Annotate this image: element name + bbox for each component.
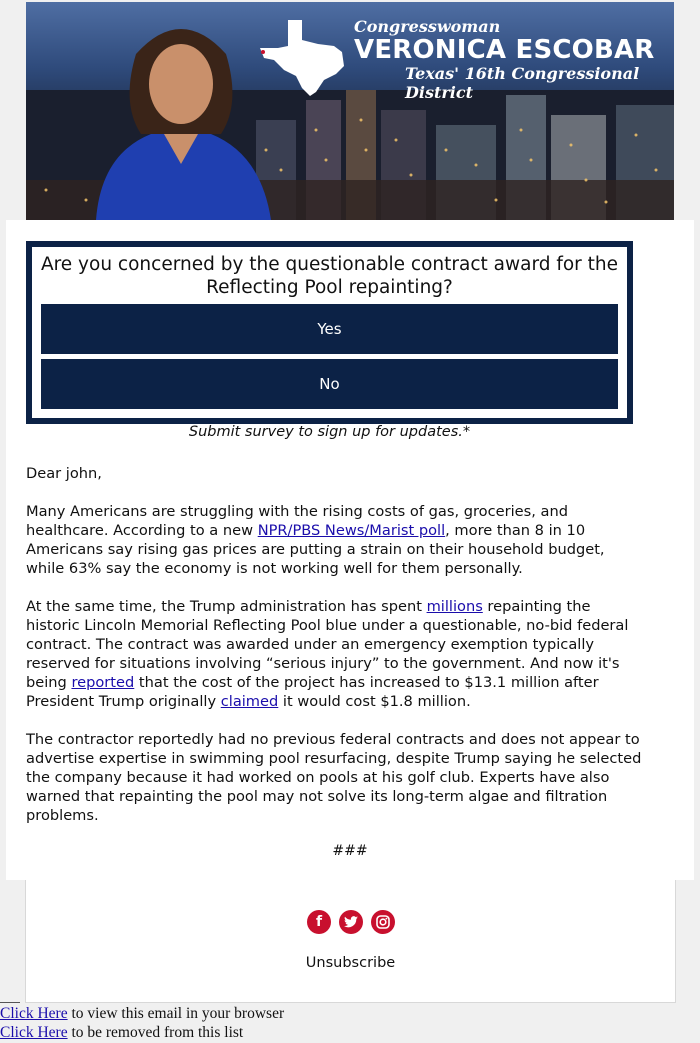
survey-box — [26, 241, 633, 424]
facebook-icon[interactable]: f — [307, 910, 331, 934]
survey-question: Are you concerned by the questionable contract award for the Reflecting Pool repainting? — [40, 254, 619, 298]
view-in-browser-text: to view this email in your browser — [67, 1005, 285, 1022]
yes-button[interactable]: Yes — [41, 304, 618, 354]
remove-from-list-line — [0, 1024, 243, 1042]
header-title-name: VERONICA ESCOBAR — [354, 35, 655, 65]
paragraph-2-text-mid2: that the cost of the project has increased to $13.1 million after President Trump originally — [26, 674, 599, 710]
header-title-prefix: Congresswoman — [354, 17, 501, 36]
paragraph-3: The contractor reportedly had no previous federal contracts and does not appear to advertise expertise in swimming pool resurfacing, despite Trump saying he selected the company because it had worked on pools at his golf club. Experts have also warned that repainting the pool may not solve its long-term algae and filtration problems. — [26, 731, 642, 824]
view-in-browser-link[interactable]: Click Here — [0, 1005, 68, 1022]
paragraph-2-text-end: it would cost $1.8 million. — [278, 693, 471, 710]
survey-inner — [32, 247, 627, 418]
paragraph-1-text: Many Americans are struggling with the rising costs of gas, groceries, and healthcare. According to a new — [26, 503, 568, 539]
instagram-icon[interactable] — [371, 910, 395, 934]
no-button[interactable]: No — [41, 359, 618, 409]
millions-link[interactable]: millions — [426, 598, 483, 615]
paragraph-1 — [26, 502, 646, 578]
paragraph-2 — [26, 597, 646, 711]
texas-map-icon — [258, 18, 350, 98]
paragraph-1-text-end: , more than 8 in 10 Americans say rising gas prices are putting a strain on their household budget, while 63% say the economy is not working well for them personally. — [26, 522, 605, 577]
poll-link[interactable]: NPR/PBS News/Marist poll — [257, 522, 446, 539]
twitter-bird-glyph — [344, 916, 358, 928]
greeting: Dear john, — [26, 465, 102, 482]
remove-from-list-link[interactable]: Click Here — [0, 1024, 68, 1041]
twitter-icon[interactable] — [339, 910, 363, 934]
unsubscribe-link[interactable]: Unsubscribe — [305, 955, 396, 971]
view-in-browser-line — [0, 1005, 284, 1023]
remove-from-list-text: to be removed from this list — [67, 1024, 244, 1041]
paragraph-2-text: At the same time, the Trump administration has spent — [26, 598, 427, 615]
instagram-camera-glyph — [376, 915, 390, 929]
survey-note: Submit survey to sign up for updates.* — [188, 424, 471, 440]
congresswoman-photo — [76, 14, 286, 220]
header-subtitle: Texas' 16th Congressional District — [405, 64, 640, 102]
end-mark: ### — [332, 843, 368, 859]
paragraph-2-text-mid: repainting the historic Lincoln Memorial Reflecting Pool blue under a questionable, no-bid federal contract. The contract was awarded under an emergency exemption typically reserved for situations involving “serious injury” to the government. And now it's being — [26, 598, 629, 691]
email-footer — [25, 880, 676, 1003]
reported-link[interactable]: reported — [71, 674, 135, 691]
claimed-link[interactable]: claimed — [220, 693, 279, 710]
